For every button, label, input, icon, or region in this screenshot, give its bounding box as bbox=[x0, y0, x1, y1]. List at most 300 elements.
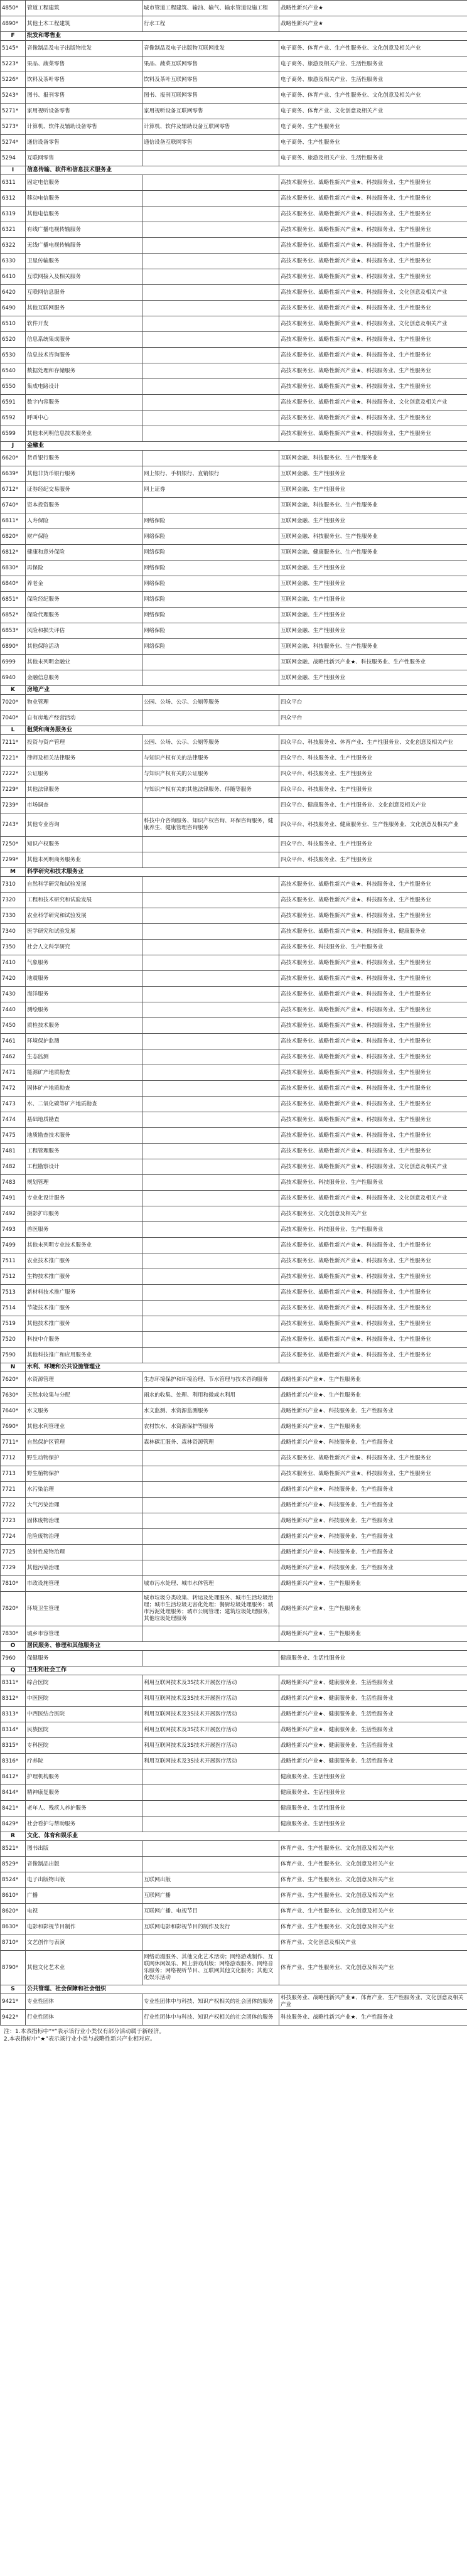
industry-description bbox=[142, 1529, 279, 1545]
industry-code: 6591 bbox=[1, 395, 26, 411]
industry-name: 其他电信服务 bbox=[26, 207, 142, 222]
industry-category: 高技术服务业、战略性新兴产业★、科技服务业、生产性服务业 bbox=[279, 1018, 467, 1034]
table-row bbox=[1, 1817, 467, 1832]
industry-code: 6592 bbox=[1, 411, 26, 426]
industry-description bbox=[142, 1857, 279, 1872]
industry-category: 高技术服务业、科技服务业、生产性服务业 bbox=[279, 940, 467, 955]
industry-code: 7330 bbox=[1, 908, 26, 924]
section-title: 金融业 bbox=[26, 442, 467, 451]
industry-description bbox=[142, 1128, 279, 1144]
industry-name: 水文服务 bbox=[26, 1403, 142, 1419]
table-row bbox=[1, 1403, 467, 1419]
industry-name: 有线广播电视传输服务 bbox=[26, 222, 142, 238]
industry-category: 四众平台、科技服务业、生产性服务业 bbox=[279, 837, 467, 852]
industry-code: 6540 bbox=[1, 363, 26, 379]
industry-name: 中西医结合医院 bbox=[26, 1707, 142, 1722]
industry-category: 战略性新兴产业★、健康服务业、生活性服务业 bbox=[279, 1722, 467, 1738]
industry-description bbox=[142, 908, 279, 924]
industry-description bbox=[142, 316, 279, 332]
industry-category: 战略性新兴产业★、科技服务业、生产性服务业 bbox=[279, 1498, 467, 1513]
table-row bbox=[1, 877, 467, 893]
industry-name: 通信设备零售 bbox=[26, 135, 142, 151]
industry-code: 7690* bbox=[1, 1419, 26, 1435]
industry-name: 生物技术推广服务 bbox=[26, 1269, 142, 1285]
table-row bbox=[1, 119, 467, 135]
industry-description bbox=[142, 1769, 279, 1785]
industry-name: 水资源管理 bbox=[26, 1372, 142, 1388]
industry-category: 战略性新兴产业★、健康服务业、生活性服务业 bbox=[279, 1675, 467, 1691]
table-row bbox=[1, 72, 467, 88]
section-title: 信息传输、软件和信息技术服务业 bbox=[26, 166, 467, 175]
industry-category: 高技术服务业、战略性新兴产业★、科技服务业、生产性服务业 bbox=[279, 877, 467, 893]
industry-code: 6851* bbox=[1, 592, 26, 608]
section-header bbox=[1, 32, 467, 41]
table-row bbox=[1, 379, 467, 395]
industry-description bbox=[142, 1112, 279, 1128]
industry-category: 高技术服务业、战略性新兴产业★、科技服务业、生产性服务业 bbox=[279, 1348, 467, 1363]
industry-name: 水、二氧化碳等矿产地质勘查 bbox=[26, 1097, 142, 1112]
industry-category: 高技术服务业、战略性新兴产业★、科技服务业、生产性服务业 bbox=[279, 908, 467, 924]
table-row bbox=[1, 924, 467, 940]
industry-description: 互联网出版 bbox=[142, 1872, 279, 1888]
industry-name: 摄影扩印服务 bbox=[26, 1206, 142, 1222]
industry-name: 气象服务 bbox=[26, 955, 142, 971]
industry-description bbox=[142, 798, 279, 813]
industry-code: 6330 bbox=[1, 254, 26, 269]
table-row bbox=[1, 513, 467, 529]
industry-name: 放射性废物治理 bbox=[26, 1545, 142, 1560]
industry-description bbox=[142, 207, 279, 222]
industry-name: 民族医院 bbox=[26, 1722, 142, 1738]
industry-name: 卫星传输服务 bbox=[26, 254, 142, 269]
industry-name: 工程管理服务 bbox=[26, 1144, 142, 1159]
table-row bbox=[1, 1269, 467, 1285]
industry-code: 5294 bbox=[1, 151, 26, 166]
industry-table-body bbox=[1, 1, 467, 2026]
industry-category: 互联网金融、生产性服务业 bbox=[279, 513, 467, 529]
industry-category: 四众平台、科技服务业、生产性服务业 bbox=[279, 766, 467, 782]
industry-description: 网络保险 bbox=[142, 608, 279, 623]
industry-category: 战略性新兴产业★、科技服务业、生产性服务业 bbox=[279, 1435, 467, 1451]
table-row bbox=[1, 971, 467, 987]
table-row bbox=[1, 592, 467, 608]
industry-code: 8790* bbox=[1, 1951, 26, 1985]
industry-description bbox=[142, 837, 279, 852]
table-row bbox=[1, 1951, 467, 1985]
industry-description: 利用互联网技术及3S技术开展医疗活动 bbox=[142, 1691, 279, 1707]
section-code: L bbox=[1, 726, 26, 735]
section-title: 房地产业 bbox=[26, 686, 467, 695]
industry-category: 健康服务业、生活性服务业 bbox=[279, 1817, 467, 1832]
industry-code: 7239* bbox=[1, 798, 26, 813]
industry-category: 战略性新兴产业★、科技服务业、生产性服务业 bbox=[279, 1403, 467, 1419]
industry-code: 7620* bbox=[1, 1372, 26, 1388]
table-row bbox=[1, 348, 467, 363]
table-row bbox=[1, 1081, 467, 1097]
industry-description bbox=[142, 955, 279, 971]
industry-description bbox=[142, 238, 279, 254]
table-row bbox=[1, 711, 467, 726]
table-row bbox=[1, 608, 467, 623]
table-row bbox=[1, 813, 467, 837]
industry-category: 高技术服务业、战略性新兴产业★、科技服务业、文化创意及相关产业 bbox=[279, 395, 467, 411]
industry-name: 计算机、软件及辅助设备零售 bbox=[26, 119, 142, 135]
industry-category: 互联网金融、生产性服务业 bbox=[279, 670, 467, 686]
industry-category: 高技术服务业、战略性新兴产业★、科技服务业、生产性服务业 bbox=[279, 971, 467, 987]
industry-name: 其他专业咨询 bbox=[26, 813, 142, 837]
industry-description bbox=[142, 1175, 279, 1191]
industry-category: 体育产业、生产性服务业、文化创意及相关产业 bbox=[279, 1951, 467, 1985]
industry-name: 测绘服务 bbox=[26, 1002, 142, 1018]
industry-name: 其他科技推广和应用服务业 bbox=[26, 1348, 142, 1363]
table-row bbox=[1, 852, 467, 868]
industry-code: 8524* bbox=[1, 1872, 26, 1888]
industry-category: 电子商务、生产性服务业 bbox=[279, 135, 467, 151]
industry-name: 社会看护与帮助服务 bbox=[26, 1817, 142, 1832]
industry-category: 科技服务业、战略性新兴产业★、体育产业、生产性服务业、文化创意及相关产业 bbox=[279, 1994, 467, 2010]
industry-description: 水文监测、水资源监测服务 bbox=[142, 1403, 279, 1419]
industry-category: 高技术服务业、战略性新兴产业★、科技服务业、生产性服务业 bbox=[279, 238, 467, 254]
table-row bbox=[1, 1451, 467, 1466]
industry-description bbox=[142, 1081, 279, 1097]
industry-code: 7512 bbox=[1, 1269, 26, 1285]
table-row bbox=[1, 1466, 467, 1482]
industry-name: 其他法律服务 bbox=[26, 782, 142, 798]
industry-name: 行业性团体 bbox=[26, 2010, 142, 2026]
industry-description bbox=[142, 222, 279, 238]
table-row bbox=[1, 1769, 467, 1785]
industry-description bbox=[142, 332, 279, 348]
industry-name: 规划管理 bbox=[26, 1175, 142, 1191]
table-row bbox=[1, 695, 467, 711]
industry-description bbox=[142, 971, 279, 987]
industry-description: 互联网广播、电视节目 bbox=[142, 1904, 279, 1919]
industry-name: 医学研究和试验发展 bbox=[26, 924, 142, 940]
industry-description: 森林碳汇服务、森林资源管理 bbox=[142, 1435, 279, 1451]
industry-code: 6890* bbox=[1, 639, 26, 655]
industry-category: 互联网金融、生产性服务业 bbox=[279, 592, 467, 608]
industry-description: 专业性团体中与科技、知识产权相关的社会团体的服务 bbox=[142, 1994, 279, 2010]
industry-name: 健康和意外保险 bbox=[26, 545, 142, 561]
industry-category: 互联网金融、健康服务业、生产性服务业 bbox=[279, 545, 467, 561]
industry-category: 高技术服务业、战略性新兴产业★、科技服务业、生产性服务业 bbox=[279, 1301, 467, 1316]
industry-code: 7482 bbox=[1, 1159, 26, 1175]
industry-code: 5226* bbox=[1, 72, 26, 88]
industry-code: 7440 bbox=[1, 1002, 26, 1018]
industry-description: 城市管道工程建筑、输油、输气、输水管道设施工程 bbox=[142, 1, 279, 16]
industry-code: 8429* bbox=[1, 1817, 26, 1832]
industry-description bbox=[142, 301, 279, 316]
industry-name: 货币银行服务 bbox=[26, 451, 142, 466]
industry-code: 7243* bbox=[1, 813, 26, 837]
industry-description bbox=[142, 1626, 279, 1642]
table-row bbox=[1, 1065, 467, 1081]
industry-code: 7450 bbox=[1, 1018, 26, 1034]
industry-name: 老年人、残疾人养护服务 bbox=[26, 1801, 142, 1817]
industry-code: 7725 bbox=[1, 1545, 26, 1560]
industry-category: 互联网金融、科技服务业、生产性服务业 bbox=[279, 451, 467, 466]
section-title: 卫生和社会工作 bbox=[26, 1666, 467, 1675]
table-row bbox=[1, 104, 467, 119]
industry-code: 7229* bbox=[1, 782, 26, 798]
industry-name: 数字内容服务 bbox=[26, 395, 142, 411]
table-row bbox=[1, 837, 467, 852]
industry-category: 互联网金融、科技服务业、生产性服务业 bbox=[279, 639, 467, 655]
industry-description bbox=[142, 1097, 279, 1112]
table-row bbox=[1, 798, 467, 813]
industry-name: 基础地质勘查 bbox=[26, 1112, 142, 1128]
industry-category: 战略性新兴产业★、健康服务业、生活性服务业 bbox=[279, 1691, 467, 1707]
table-row bbox=[1, 987, 467, 1002]
table-row bbox=[1, 893, 467, 908]
section-header bbox=[1, 1666, 467, 1675]
industry-name: 其他未列明金融业 bbox=[26, 655, 142, 670]
industry-category: 电子商务、体育产业、文化创意及相关产业 bbox=[279, 104, 467, 119]
industry-code: 7810* bbox=[1, 1576, 26, 1592]
section-header bbox=[1, 868, 467, 877]
industry-name: 野生植物保护 bbox=[26, 1466, 142, 1482]
industry-description: 网络保险 bbox=[142, 529, 279, 545]
industry-name: 城乡市容管理 bbox=[26, 1626, 142, 1642]
table-row bbox=[1, 411, 467, 426]
industry-category: 高技术服务业、战略性新兴产业★、科技服务业、生产性服务业 bbox=[279, 1451, 467, 1466]
industry-name: 市政设施管理 bbox=[26, 1576, 142, 1592]
industry-description bbox=[142, 670, 279, 686]
industry-code: 9421* bbox=[1, 1994, 26, 2010]
industry-name: 固体废物治理 bbox=[26, 1513, 142, 1529]
table-row bbox=[1, 1560, 467, 1576]
industry-category: 四众平台、科技服务业、生产性服务业 bbox=[279, 751, 467, 766]
industry-category: 体育产业、生产性服务业、文化创意及相关产业 bbox=[279, 1872, 467, 1888]
industry-name: 信息技术咨询服务 bbox=[26, 348, 142, 363]
section-header bbox=[1, 1363, 467, 1372]
industry-description: 利用互联网技术及3S技术开展医疗活动 bbox=[142, 1738, 279, 1754]
industry-category: 互联网金融、科技服务业、生产性服务业 bbox=[279, 498, 467, 513]
table-row bbox=[1, 655, 467, 670]
table-row bbox=[1, 1651, 467, 1666]
industry-description bbox=[142, 1285, 279, 1301]
table-row bbox=[1, 1857, 467, 1872]
industry-category: 高技术服务业、战略性新兴产业★、科技服务业、生产性服务业 bbox=[279, 1112, 467, 1128]
industry-description bbox=[142, 395, 279, 411]
industry-code: 8710* bbox=[1, 1935, 26, 1951]
industry-name: 公证服务 bbox=[26, 766, 142, 782]
table-row bbox=[1, 766, 467, 782]
industry-code: 7420 bbox=[1, 971, 26, 987]
industry-code: 5271* bbox=[1, 104, 26, 119]
industry-code: 6840* bbox=[1, 576, 26, 592]
section-code: Q bbox=[1, 1666, 26, 1675]
section-title: 批发和零售业 bbox=[26, 32, 467, 41]
industry-category: 体育产业、生产性服务业、文化创意及相关产业 bbox=[279, 1857, 467, 1872]
industry-code: 7483 bbox=[1, 1175, 26, 1191]
industry-name: 呼叫中心 bbox=[26, 411, 142, 426]
industry-description: 城市垃圾分类收集、转运及处理服务、城市生活垃圾治理；城市生活垃圾无害化处理；餐厨垃圾处理服务；城市污泥处理服务；城市公厕管理；建筑垃圾处理服务，其他垃圾处理服务 bbox=[142, 1592, 279, 1626]
industry-category: 互联网金融、生产性服务业 bbox=[279, 466, 467, 482]
industry-name: 新材料技术推广服务 bbox=[26, 1285, 142, 1301]
industry-description: 雨水的收集、处理、利用和微咸水利用 bbox=[142, 1388, 279, 1403]
industry-code: 6530 bbox=[1, 348, 26, 363]
industry-category: 体育产业、生产性服务业、文化创意及相关产业 bbox=[279, 1919, 467, 1935]
industry-category: 互联网金融、科技服务业、生产性服务业 bbox=[279, 529, 467, 545]
industry-name: 地质勘查技术服务 bbox=[26, 1128, 142, 1144]
industry-code: 8313* bbox=[1, 1707, 26, 1722]
industry-name: 信息系统集成服务 bbox=[26, 332, 142, 348]
table-row bbox=[1, 1222, 467, 1238]
section-header bbox=[1, 686, 467, 695]
section-code: S bbox=[1, 1985, 26, 1994]
industry-code: 7830* bbox=[1, 1626, 26, 1642]
table-row bbox=[1, 1738, 467, 1754]
industry-name: 天然水收集与分配 bbox=[26, 1388, 142, 1403]
industry-description: 网络保险 bbox=[142, 513, 279, 529]
industry-description bbox=[142, 451, 279, 466]
industry-description: 互联网电影和影视节目的制作及发行 bbox=[142, 1919, 279, 1935]
table-row bbox=[1, 1513, 467, 1529]
table-row bbox=[1, 751, 467, 766]
industry-code: 7475 bbox=[1, 1128, 26, 1144]
industry-category: 高技术服务业、战略性新兴产业★、科技服务业、生产性服务业 bbox=[279, 363, 467, 379]
industry-code: 7310 bbox=[1, 877, 26, 893]
industry-code: 6520 bbox=[1, 332, 26, 348]
industry-description bbox=[142, 379, 279, 395]
industry-category: 体育产业、文化创意及相关产业 bbox=[279, 1935, 467, 1951]
table-row bbox=[1, 1545, 467, 1560]
industry-description: 行业性团体中与科技、知识产权相关的社会团体的服务 bbox=[142, 2010, 279, 2026]
industry-category: 四众平台、科技服务业、生产性服务业 bbox=[279, 782, 467, 798]
industry-description bbox=[142, 711, 279, 726]
industry-description: 农村饮水、水资源保护等服务 bbox=[142, 1419, 279, 1435]
industry-name: 财产保险 bbox=[26, 529, 142, 545]
industry-category: 体育产业、生产性服务业、文化创意及相关产业 bbox=[279, 1841, 467, 1857]
table-row bbox=[1, 782, 467, 798]
industry-name: 工程和技术研究和试验发展 bbox=[26, 893, 142, 908]
industry-name: 节能技术推广服务 bbox=[26, 1301, 142, 1316]
industry-description: 网上证券 bbox=[142, 482, 279, 498]
table-row bbox=[1, 545, 467, 561]
footnote-line-1: 注：1.本表指标中“*”表示该行业小类仅有部分活动属于新经济。 bbox=[4, 2029, 165, 2035]
industry-description bbox=[142, 191, 279, 207]
table-row bbox=[1, 1206, 467, 1222]
industry-code: 6940 bbox=[1, 670, 26, 686]
industry-description: 网络动漫服务、其他文化艺术活动；网络游戏制作、互联网休闲娱乐、网上游戏出版；网络游戏服务、网络音乐服务；网络视听节目、互联网其他文化服务；其他文化娱乐活动 bbox=[142, 1951, 279, 1985]
industry-name: 兽医服务 bbox=[26, 1222, 142, 1238]
industry-category: 高技术服务业、战略性新兴产业★、科技服务业、文化创意及相关产业 bbox=[279, 1191, 467, 1206]
industry-category: 四众平台、科技服务业、体育产业、生产性服务业、文化创意及相关产业 bbox=[279, 735, 467, 751]
table-row bbox=[1, 1002, 467, 1018]
industry-name: 市场调查 bbox=[26, 798, 142, 813]
industry-code: 6811* bbox=[1, 513, 26, 529]
industry-code: 7493 bbox=[1, 1222, 26, 1238]
industry-category: 战略性新兴产业★、生产性服务业 bbox=[279, 1592, 467, 1626]
industry-description: 互联网广播 bbox=[142, 1888, 279, 1904]
industry-category: 互联网金融、生产性服务业 bbox=[279, 623, 467, 639]
section-header bbox=[1, 442, 467, 451]
industry-name: 电子出版物出版 bbox=[26, 1872, 142, 1888]
table-row bbox=[1, 1018, 467, 1034]
industry-code: 7410 bbox=[1, 955, 26, 971]
industry-category: 健康服务业、生活性服务业 bbox=[279, 1651, 467, 1666]
industry-category: 高技术服务业、战略性新兴产业★、科技服务业、文化创意及相关产业 bbox=[279, 285, 467, 301]
industry-category: 战略性新兴产业★、健康服务业、生活性服务业 bbox=[279, 1754, 467, 1769]
table-row bbox=[1, 1034, 467, 1049]
industry-category: 互联网金融、生产性服务业 bbox=[279, 482, 467, 498]
industry-code: 7211* bbox=[1, 735, 26, 751]
industry-name: 自有房地产经营活动 bbox=[26, 711, 142, 726]
industry-name: 农业科学研究和试验发展 bbox=[26, 908, 142, 924]
industry-code: 7721 bbox=[1, 1482, 26, 1498]
industry-category: 高技术服务业、战略性新兴产业★、科技服务业、生产性服务业 bbox=[279, 1285, 467, 1301]
industry-description bbox=[142, 175, 279, 191]
industry-description bbox=[142, 1002, 279, 1018]
table-row bbox=[1, 238, 467, 254]
industry-name: 文艺创作与表演 bbox=[26, 1935, 142, 1951]
industry-description: 科技中介咨询服务、知识产权咨询、环保咨询服务，健康养生、健康管理咨询服务 bbox=[142, 813, 279, 837]
table-row bbox=[1, 1919, 467, 1935]
industry-code: 7040* bbox=[1, 711, 26, 726]
industry-name: 环境保护监测 bbox=[26, 1034, 142, 1049]
industry-name: 农业技术推广服务 bbox=[26, 1253, 142, 1269]
industry-description bbox=[142, 1269, 279, 1285]
industry-code: 5243* bbox=[1, 88, 26, 104]
industry-description: 家用视听设备互联网零售 bbox=[142, 104, 279, 119]
industry-name: 其他未列明商务服务业 bbox=[26, 852, 142, 868]
table-row bbox=[1, 498, 467, 513]
industry-category: 战略性新兴产业★、科技服务业、生产性服务业 bbox=[279, 1545, 467, 1560]
industry-category: 高技术服务业、战略性新兴产业★、科技服务业、生产性服务业 bbox=[279, 269, 467, 285]
industry-category: 战略性新兴产业★、健康服务业、生活性服务业 bbox=[279, 1707, 467, 1722]
industry-name: 能源矿产地质勘查 bbox=[26, 1065, 142, 1081]
industry-category: 高技术服务业、战略性新兴产业★、科技服务业、生产性服务业 bbox=[279, 1065, 467, 1081]
industry-name: 数据处理和存储服务 bbox=[26, 363, 142, 379]
industry-name: 保险代理服务 bbox=[26, 608, 142, 623]
industry-code: 6410 bbox=[1, 269, 26, 285]
table-row bbox=[1, 908, 467, 924]
industry-name: 人寿保险 bbox=[26, 513, 142, 529]
industry-name: 危险废物治理 bbox=[26, 1529, 142, 1545]
industry-category: 高技术服务业、战略性新兴产业★、科技服务业、生产性服务业 bbox=[279, 1253, 467, 1269]
industry-code: 6639* bbox=[1, 466, 26, 482]
industry-name: 互联网接入及相关服务 bbox=[26, 269, 142, 285]
industry-description: 利用互联网技术及3S技术开展医疗活动 bbox=[142, 1707, 279, 1722]
table-row bbox=[1, 88, 467, 104]
industry-category: 高技术服务业、战略性新兴产业★、科技服务业、文化创意及相关产业 bbox=[279, 316, 467, 332]
table-row bbox=[1, 1435, 467, 1451]
industry-name: 图书出版 bbox=[26, 1841, 142, 1857]
industry-description bbox=[142, 1034, 279, 1049]
industry-name: 专业性团体 bbox=[26, 1994, 142, 2010]
section-code: M bbox=[1, 868, 26, 877]
industry-name: 无线广播电视传输服务 bbox=[26, 238, 142, 254]
table-row bbox=[1, 1348, 467, 1363]
industry-category: 高技术服务业、科技服务业、生产性服务业 bbox=[279, 1175, 467, 1191]
industry-category: 高技术服务业、战略性新兴产业★、科技服务业、生产性服务业 bbox=[279, 222, 467, 238]
table-row bbox=[1, 1372, 467, 1388]
industry-description: 与知识产权有关的法律服务 bbox=[142, 751, 279, 766]
table-row bbox=[1, 1332, 467, 1348]
industry-description bbox=[142, 852, 279, 868]
section-title: 租赁和商务服务业 bbox=[26, 726, 467, 735]
table-row bbox=[1, 639, 467, 655]
section-header bbox=[1, 1832, 467, 1841]
industry-code: 6599 bbox=[1, 426, 26, 442]
industry-description bbox=[142, 1348, 279, 1363]
industry-category: 电子商务、体育产业、生产性服务业、文化创意及相关产业 bbox=[279, 41, 467, 56]
table-row bbox=[1, 363, 467, 379]
industry-description bbox=[142, 1801, 279, 1817]
industry-description: 城市污水处理、城市水体管理 bbox=[142, 1576, 279, 1592]
table-row bbox=[1, 1691, 467, 1707]
